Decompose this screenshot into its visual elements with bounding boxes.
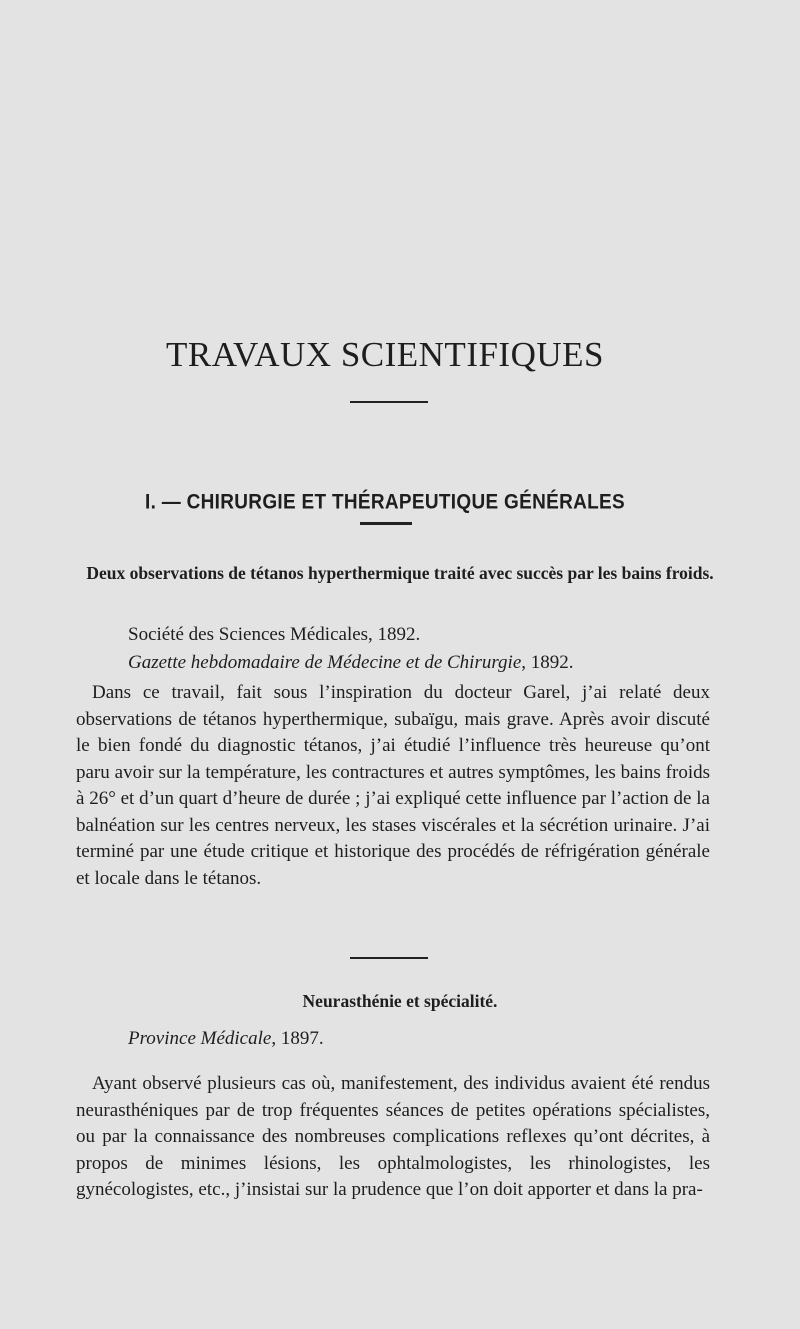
article-title: Deux observations de tétanos hyperthermique traité avec succès par les bains froids. <box>86 563 714 583</box>
section-divider <box>360 522 412 525</box>
reference-line <box>128 1026 324 1052</box>
article-divider <box>350 957 428 959</box>
body-text: Ayant observé plusieurs cas où, manifestement, des individus avaient été rendus neurasthéniques par de trop fréquentes séances de petites opérations spécialistes, ou par la connaissance des nombreuses complications reflexes qu’ont décrites, à propos de minimes lésions, les ophtalmologistes, les rhinologistes, les gynécologistes, etc., j’insistai sur la prudence que l’on doit apporter et dans la pra- <box>76 1073 710 1200</box>
reference-year: , 1897. <box>271 1028 324 1049</box>
reference-year: , 1892. <box>521 652 574 673</box>
reference-line <box>128 650 574 676</box>
section-title: I. — CHIRURGIE ET THÉRAPEUTIQUE GÉNÉRALES <box>145 490 625 514</box>
title-divider <box>350 401 428 403</box>
article-body <box>76 680 710 892</box>
article-body <box>76 1071 710 1204</box>
journal-name: Gazette hebdomadaire de Médecine et de Chirurgie <box>128 652 522 673</box>
reference-line: Société des Sciences Médicales, 1892. <box>128 624 421 645</box>
body-text: Dans ce travail, fait sous l’inspiration du docteur Garel, j’ai relaté deux observations de tétanos hyperthermique, subaïgu, mais grave. Après avoir discuté le bien fondé du diagnostic tétanos, j’ai étudié l’influence très heureuse qu’ont paru avoir sur la température, les contractures et autres symptômes, les bains froids à 26° et d’un quart d’heure de durée ; j’ai expliqué cette influence par l’action de la balnéation sur les centres nerveux, les stases viscérales et la sécrétion urinaire. J’ai terminé par une étude critique et historique des procédés de réfrigération générale et locale dans le tétanos. <box>76 682 710 889</box>
journal-name: Province Médicale <box>128 1028 272 1049</box>
article-title: Neurasthénie et spécialité. <box>302 991 498 1011</box>
page-title: TRAVAUX SCIENTIFIQUES <box>165 335 604 375</box>
